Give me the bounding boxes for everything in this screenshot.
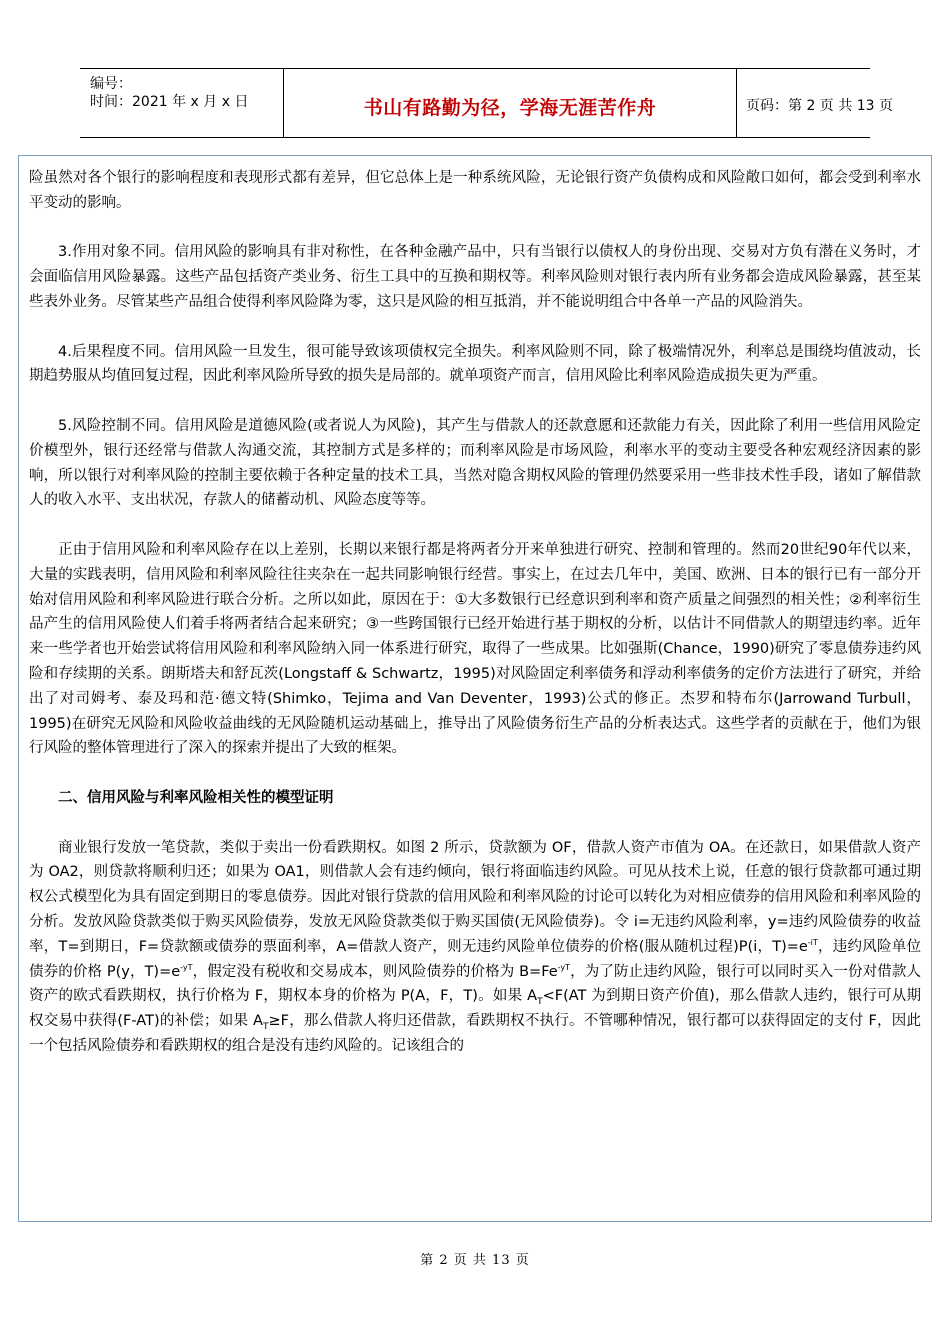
paragraph-research-review: 正由于信用风险和利率风险存在以上差别，长期以来银行都是将两者分开来单独进行研究、控制和管理的。然而20世纪90年代以来，大量的实践表明，信用风险和利率风险往往夹杂在一起共同影响银行经营。事实上，在过去几年中，美国、欧洲、日本的银行已有一部分开始对信用风险和利率风险进行联合分析。之所以如此，原因在于：①大多数银行已经意识到利率和资产质量之间强烈的相关性；②利率衍生品产生的信用风险使人们着手将两者结合起来研究；③一些跨国银行已经开始进行基于期权的分析，以估计不同借款人的期望违约率。近年来一些学者也开始尝试将信用风险和利率风险纳入同一体系进行研究，取得了一些成果。比如强斯(Chance，1990)研究了零息债券违约风险和存续期的关系。朗斯塔夫和舒瓦茨(Longstaff & Schwartz，1995)对风险固定利率债务和浮动利率债务的定价方法进行了研究，并给出了对司姆考、泰及玛和范·德文特(Shimko，Tejima and Van Deventer，1993)公式的修正。杰罗和特布尔(Jarrowand Turbull，1995)在研究无风险和风险收益曲线的无风险随机运动基础上，推导出了风险债务衍生产品的分析表达式。这些学者的贡献在于，他们为银行风险的整体管理进行了深入的探索并提出了大致的框架。: [29, 541, 921, 757]
text-segment: ，为了防止违约风险，银行可以同时买入一份对借款人资产的欧式看跌期权，执行价格为 F，期权本身的价格为 P(A，F，T)。如果 A: [29, 963, 921, 1005]
header-motto-cell: [283, 69, 737, 137]
text-segment: 商业银行发放一笔贷款，类似于卖出一份看跌期权。如图 2 所示，贷款额为 OF，借款人资产市值为 OA。在还款日，如果借款人资产为 OA2，则贷款将顺利归还；如果为 OA1，则借款人会有违约倾向，银行将面临违约风险。可见从技术上说，任意的银行贷款都可通过期权公式模型化为具有固定到期日的零息债券。因此对银行贷款的信用风险和利率风险的讨论可以转化为对相应债券的信用风险和利率风险的分析。发放风险贷款类似于购买风险债券，发放无风险贷款类似于购买国债(无风险债券)。令 i=无违约风险利率，y=违约风险债券的收益率，T=到期日，F=贷款额或债券的票面利率，A=借款人资产，则无违约风险单位债券的价格(服从随机过程)P(i，T)=e: [29, 839, 921, 955]
body-content: [29, 166, 921, 1059]
paragraph-model-proof: [29, 836, 921, 1059]
text-segment: ，假定没有税收和交易成本，则风险债券的价格为 B=Fe: [192, 963, 558, 980]
superscript: -yT: [557, 962, 571, 972]
text-segment: <F(AT 为到期日资产价值)，那么借款人违约，银行可从期权交易中获得(F-AT)的补偿；如果 A: [29, 988, 922, 1030]
text-segment: ，违约风险单位债券的价格 P(y，T)=e: [29, 938, 921, 980]
header-meta-cell: [80, 69, 283, 137]
header-page-info: 页码：第 2 页 共 13 页: [746, 98, 893, 114]
paragraph-continued: 险虽然对各个银行的影响程度和表现形式都有差异，但它总体上是一种系统风险，无论银行资产负债构成和风险敞口如何，都会受到利率水平变动的影响。: [29, 170, 921, 211]
page-footer: 第 2 页 共 13 页: [420, 1253, 530, 1268]
body-frame: [18, 155, 932, 1222]
paragraph-point-5: 5.风险控制不同。信用风险是道德风险(或者说人为风险)，其产生与借款人的还款意愿和还款能力有关，因此除了利用一些信用风险定价模型外，银行还经常与借款人沟通交流，其控制方式是多样的；而利率风险是市场风险，利率水平的变动主要受各种宏观经济因素的影响，所以银行对利率风险的控制主要依赖于各种定量的技术工具，当然对隐含期权风险的管理仍然要采用一些非技术性手段，诸如了解借款人的收入水平、支出状况，存款人的储蓄动机、风险态度等等。: [29, 417, 921, 509]
paragraph-point-3: 3.作用对象不同。信用风险的影响具有非对称性，在各种金融产品中，只有当银行以债权人的身份出现、交易对方负有潜在义务时，才会面临信用风险暴露。这些产品包括资产类业务、衍生工具中的互换和期权等。利率风险则对银行表内所有业务都会造成风险暴露，甚至某些表外业务。尽管某些产品组合使得利率风险降为零，这只是风险的相互抵消，并不能说明组合中各单一产品的风险消失。: [29, 244, 921, 310]
text-segment: ≥F，那么借款人将归还借款，看跌期权不执行。不管哪种情况，银行都可以获得固定的支付 F，因此一个包括风险债券和看跌期权的组合是没有违约风险的。记该组合的: [29, 1013, 922, 1054]
paragraph-point-4: 4.后果程度不同。信用风险一旦发生，很可能导致该项债权完全损失。利率风险则不同，除了极端情况外，利率总是围绕均值波动，长期趋势服从均值回复过程，因此利率风险所导致的损失是局部的。就单项资产而言，信用风险比利率风险造成损失更为严重。: [29, 343, 921, 385]
document-date: 时间：2021 年 x 月 x 日: [90, 94, 249, 110]
subscript: T: [537, 997, 543, 1008]
superscript: -iT: [807, 937, 818, 947]
document-header: [80, 68, 893, 138]
subscript: T: [262, 1021, 269, 1032]
header-motto: 书山有路勤为径，学海无涯苦作舟: [363, 97, 657, 119]
document-number: 编号：: [90, 76, 132, 92]
header-page-cell: [736, 69, 893, 137]
section-heading: 二、信用风险与利率风险相关性的模型证明: [58, 789, 334, 806]
superscript: -yT: [180, 962, 193, 972]
